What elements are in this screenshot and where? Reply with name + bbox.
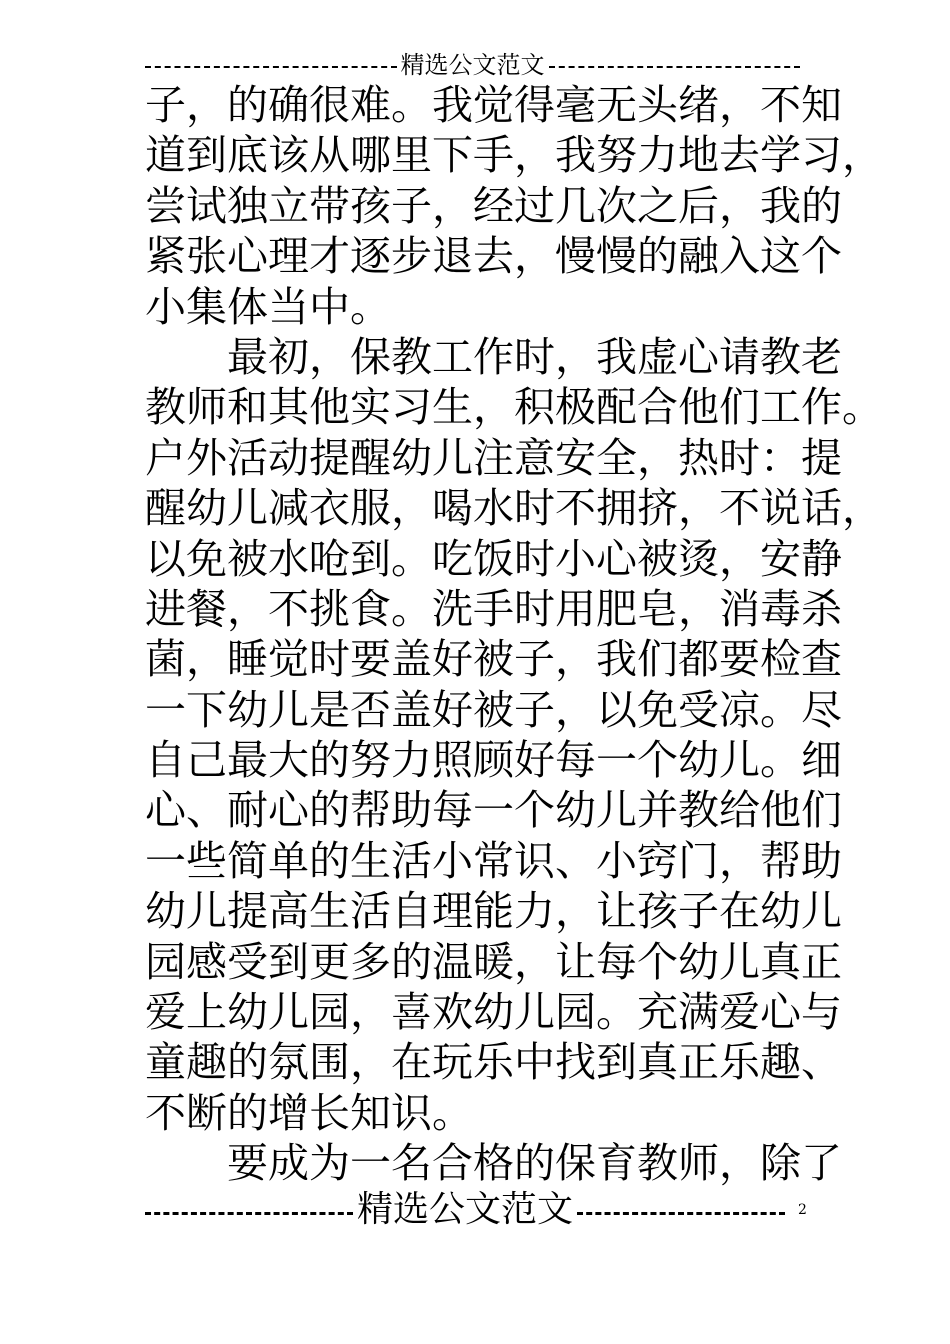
text-line: 一些简单的生活小常识、小窍门，帮助: [145, 836, 842, 885]
text-line: 小集体当中。: [145, 282, 391, 331]
text-line: 子，的确很难。我觉得毫无头绪，不知: [145, 81, 842, 129]
text-line: 尝试独立带孩子，经过几次之后，我的: [145, 181, 842, 230]
paragraph-start-line: 最初，保教工作时，我虚心请教老: [227, 332, 842, 381]
footer-dash-right: [577, 1212, 785, 1215]
footer-title: 精选公文范文: [357, 1189, 574, 1230]
text-line: 紧张心理才逐步退去，慢慢的融入这个: [145, 232, 842, 281]
text-line: 心、耐心的帮助每一个幼儿并教给他们: [145, 786, 842, 835]
text-line: 以免被水呛到。吃饭时小心被烫，安静: [145, 534, 842, 583]
text-line: 教师和其他实习生，积极配合他们工作。: [145, 383, 883, 432]
text-line: 户外活动提醒幼儿注意安全，热时：提: [145, 433, 842, 482]
text-line: 进餐，不挑食。洗手时用肥皂，消毒杀: [145, 584, 842, 633]
text-line: 菌，睡觉时要盖好被子，我们都要检查: [145, 635, 842, 684]
text-line: 爱上幼儿园，喜欢幼儿园。充满爱心与: [145, 988, 842, 1037]
text-line: 一下幼儿是否盖好被子，以免受凉。尽: [145, 685, 842, 734]
paragraph-start-line: 要成为一名合格的保育教师，除了: [227, 1139, 842, 1188]
text-line: 童趣的氛围，在玩乐中找到真正乐趣、: [145, 1038, 842, 1087]
page-footer: [145, 1186, 785, 1234]
text-line: 道到底该从哪里下手，我努力地去学习，: [145, 131, 883, 180]
body-text: [145, 80, 883, 1189]
page-number: 2: [798, 1202, 807, 1218]
text-line: 自己最大的努力照顾好每一个幼儿。细: [145, 736, 842, 785]
text-line: 不断的增长知识。: [145, 1088, 473, 1137]
page-header: [145, 50, 800, 80]
text-line: 醒幼儿减衣服，喝水时不拥挤，不说话，: [145, 484, 883, 533]
header-dash-left: [145, 66, 397, 68]
header-title: 精选公文范文: [400, 51, 545, 79]
footer-dash-left: [145, 1212, 353, 1215]
header-dash-right: [549, 66, 801, 68]
text-line: 园感受到更多的温暖，让每个幼儿真正: [145, 937, 842, 986]
text-line: 幼儿提高生活自理能力，让孩子在幼儿: [145, 887, 842, 936]
